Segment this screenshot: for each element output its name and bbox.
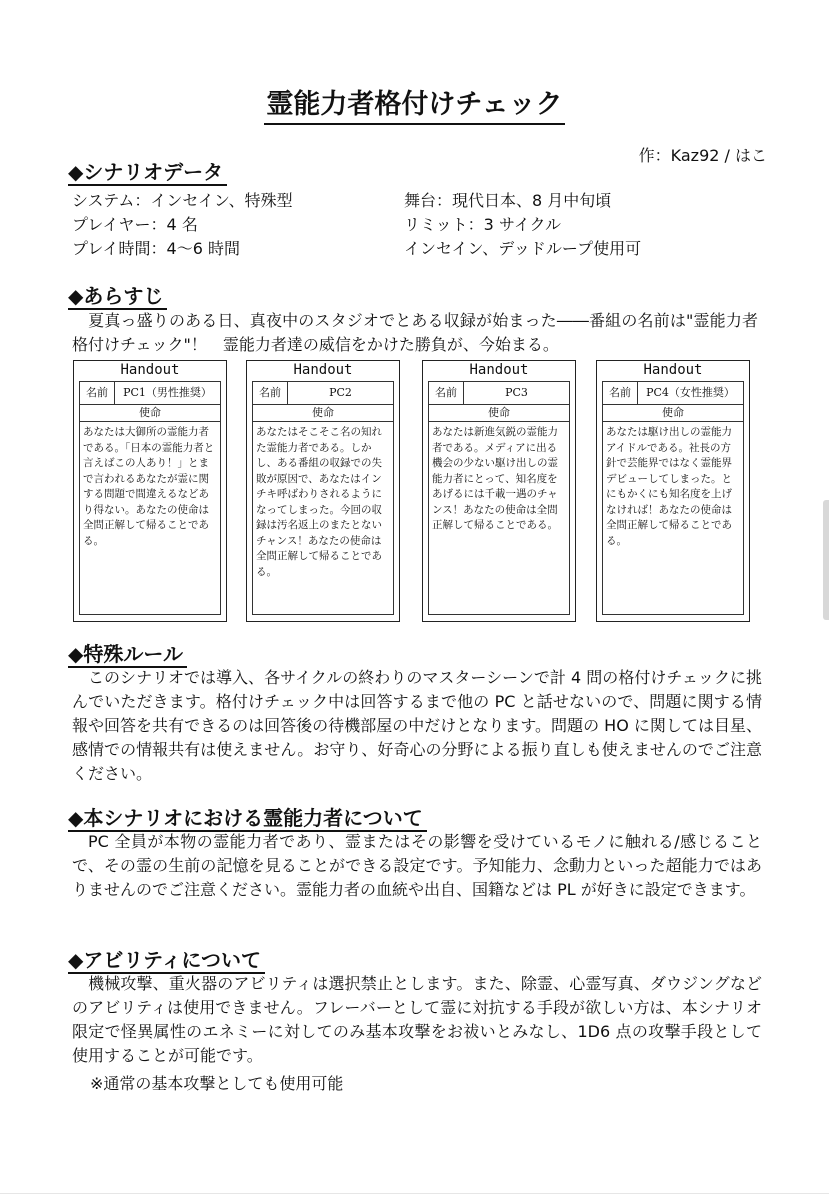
abilities-body: 機械攻撃、重火器のアビリティは選択禁止とします。また、除霊、心霊写真、ダウジングなどのアビリティは使用できません。フレーバーとして霊に対抗する手段が欲しい方は、本シナリオ限定で怪異属性のエネミーに対してのみ基本攻撃をお祓いとみなし、1D6 点の攻撃手段として使用することが可能です。 bbox=[72, 974, 762, 1065]
handout-mission-label: 使命 bbox=[80, 405, 220, 422]
scenario-playtime: プレイ時間：4～6 時間 bbox=[72, 239, 241, 258]
handout-title: Handout bbox=[293, 362, 353, 378]
handout-inner bbox=[602, 381, 744, 615]
handout-card-pc1 bbox=[73, 360, 227, 622]
abilities-note: ※通常の基本攻撃としても使用可能 bbox=[90, 1074, 344, 1093]
special-rules-body: このシナリオでは導入、各サイクルの終わりのマスターシーンで計 4 問の格付けチェックに挑んでいただきます。格付けチェック中は回答するまで他の PC と話せないので、問題に関する情報や回答を共有できるのは回答後の待機部屋の中だけとなります。問題の HO に関しては目星、感情での情報共有は使えません。お守り、好奇心の分野による振り直しも使えませんのでご注意ください。 bbox=[72, 668, 762, 783]
handout-name-label: 名前 bbox=[603, 382, 638, 404]
handout-pc: PC2 bbox=[329, 386, 352, 399]
scenario-system: システム：インセイン、特殊型 bbox=[72, 191, 293, 210]
handout-card-pc3 bbox=[422, 360, 576, 622]
special-rules-heading: ◆特殊ルール bbox=[68, 642, 187, 668]
abilities-text bbox=[72, 972, 762, 1068]
page-title bbox=[0, 82, 829, 121]
handout-name-row bbox=[429, 382, 569, 405]
abilities-heading: ◆アビリティについて bbox=[68, 948, 265, 974]
handout-name-row bbox=[603, 382, 743, 405]
handout-title: Handout bbox=[469, 362, 529, 378]
author-credit: 作：Kaz92 / はこ bbox=[638, 146, 767, 165]
scenario-limit: リミット：3 サイクル bbox=[404, 215, 562, 234]
scenario-rules: インセイン、デッドループ使用可 bbox=[404, 239, 642, 258]
synopsis-heading: ◆あらすじ bbox=[68, 284, 167, 310]
page-bottom-divider bbox=[0, 1193, 829, 1194]
scenario-heading: ◆シナリオデータ bbox=[68, 160, 227, 186]
handout-mission-text: あなたはそこそこ名の知れた霊能力者である。しかし、ある番組の収録での失敗が原因で、あなたはインチキ呼ばわりされるようになってしまった。今回の収録は汚名返上のまたとないチャンス！あなたの使命は全問正解して帰ることである。 bbox=[256, 426, 382, 578]
synopsis-text bbox=[72, 309, 758, 357]
handout-mission-text: あなたは大御所の霊能力者である。「日本の霊能力者と言えばこの人あり！」とまで言われるあなたが霊に関する問題で間違えるなどあり得ない。あなたの使命は全問正解して帰ることである。 bbox=[83, 426, 215, 547]
handout-title: Handout bbox=[120, 362, 180, 378]
handout-name-label: 名前 bbox=[80, 382, 115, 404]
handout-name-label: 名前 bbox=[253, 382, 288, 404]
handout-mission-label: 使命 bbox=[603, 405, 743, 422]
handout-name-label: 名前 bbox=[429, 382, 464, 404]
psychics-text bbox=[72, 830, 762, 902]
synopsis-body: 夏真っ盛りのある日、真夜中のスタジオでとある収録が始まった――番組の名前は"霊能力者格付けチェック"！ 霊能力者達の威信をかけた勝負が、今始まる。 bbox=[72, 311, 758, 354]
handout-card-pc4 bbox=[596, 360, 750, 622]
handout-mission-text: あなたは駆け出しの霊能力アイドルである。社長の方針で芸能界ではなく霊能界デビューしてしまった。とにもかくにも知名度を上げなければ！あなたの使命は全問正解して帰ることである。 bbox=[606, 426, 732, 547]
handout-title: Handout bbox=[643, 362, 703, 378]
scenario-players: プレイヤー：4 名 bbox=[72, 215, 198, 234]
psychics-heading: ◆本シナリオにおける霊能力者について bbox=[68, 806, 427, 832]
scrollbar-thumb[interactable] bbox=[823, 500, 829, 620]
special-rules-text bbox=[72, 666, 762, 786]
handout-card-pc2 bbox=[246, 360, 400, 622]
scenario-stage: 舞台：現代日本、8 月中旬頃 bbox=[404, 191, 612, 210]
handout-name-row bbox=[253, 382, 393, 405]
handout-inner bbox=[79, 381, 221, 615]
handout-pc: PC3 bbox=[505, 386, 528, 399]
page-title-text: 霊能力者格付けチェック bbox=[264, 89, 564, 125]
psychics-body: PC 全員が本物の霊能力者であり、霊またはその影響を受けているモノに触れる/感じることで、その霊の生前の記憶を見ることができる設定です。予知能力、念動力といった超能力ではありませんのでご注意ください。霊能力者の血統や出自、国籍などは PL が好きに設定できます。 bbox=[72, 832, 762, 899]
handout-mission-label: 使命 bbox=[253, 405, 393, 422]
handout-mission-text: あなたは新進気鋭の霊能力者である。メディアに出る機会の少ない駆け出しの霊能力者にとって、知名度をあげるには千載一遇のチャンス！あなたの使命は全問正解して帰ることである。 bbox=[432, 426, 558, 531]
handout-mission-label: 使命 bbox=[429, 405, 569, 422]
handout-name-row bbox=[80, 382, 220, 405]
handout-inner bbox=[428, 381, 570, 615]
handout-inner bbox=[252, 381, 394, 615]
handout-pc: PC4（女性推奨） bbox=[646, 386, 735, 399]
handout-pc: PC1（男性推奨） bbox=[123, 386, 212, 399]
